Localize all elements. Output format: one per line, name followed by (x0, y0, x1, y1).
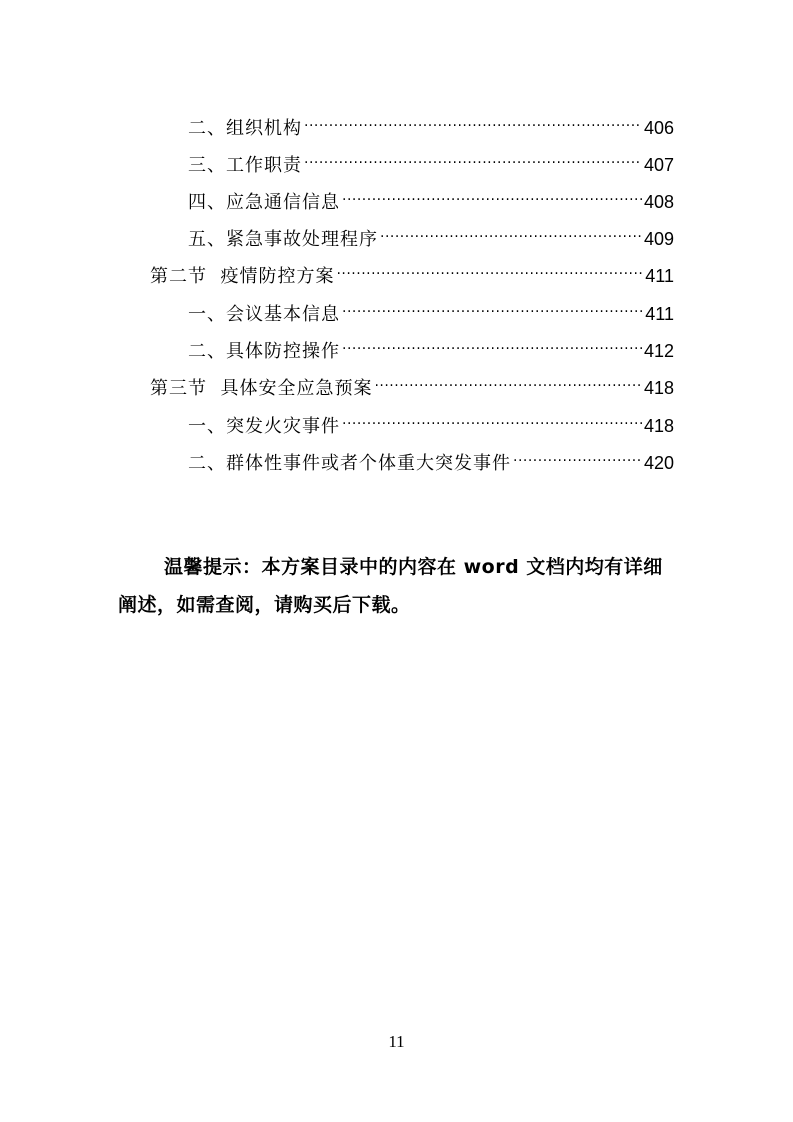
toc-entry[interactable] (188, 327, 674, 362)
toc-entry[interactable] (188, 439, 674, 474)
toc-leader-dots (342, 327, 642, 357)
toc-leader-dots (342, 178, 642, 208)
toc-entry-label: 一、会议基本信息 (188, 304, 340, 325)
toc-entry-page: 418 (643, 378, 674, 398)
toc-entry-label: 四、应急通信信息 (188, 192, 340, 213)
toc-entry-label: 一、突发火灾事件 (188, 416, 340, 437)
toc-entry-page: 408 (643, 192, 674, 212)
toc-leader-dots (304, 104, 642, 134)
toc-leader-dots (342, 402, 642, 432)
toc-entry[interactable] (188, 215, 674, 250)
toc-entry-page: 420 (643, 453, 674, 473)
toc-entry-page: 412 (643, 341, 674, 361)
toc-entry[interactable] (188, 402, 674, 437)
toc-entry-page: 418 (643, 416, 674, 436)
toc-section-entry[interactable] (150, 252, 674, 287)
toc-leader-dots (304, 141, 642, 171)
toc-entry-page: 411 (645, 304, 674, 324)
toc-entry-label: 第二节 疫情防控方案 (150, 266, 335, 287)
toc-entry-page: 406 (643, 118, 674, 138)
toc-entry[interactable] (188, 104, 674, 139)
toc-entry-page: 411 (645, 266, 674, 286)
toc-leader-dots (342, 290, 643, 320)
toc-leader-dots (336, 252, 643, 282)
toc-entry-label: 三、工作职责 (188, 155, 302, 176)
toc-entry-page: 407 (643, 155, 674, 175)
toc-entry-page: 409 (643, 229, 674, 249)
toc-leader-dots (374, 364, 642, 394)
toc-entry-label: 二、群体性事件或者个体重大突发事件 (188, 453, 511, 474)
purchase-notice: 温馨提示：本方案目录中的内容在 word 文档内均有详细阐述，如需查阅，请购买后下载。 (118, 556, 663, 616)
page-number: 11 (388, 1032, 405, 1051)
toc-entry-label: 第三节 具体安全应急预案 (150, 378, 373, 399)
toc-entry-label: 五、紧急事故处理程序 (188, 229, 378, 250)
toc-leader-dots (380, 215, 642, 245)
toc-entry-label: 二、组织机构 (188, 118, 302, 139)
toc-entry-label: 二、具体防控操作 (188, 341, 340, 362)
toc-section-entry[interactable] (150, 364, 674, 399)
toc-entry[interactable] (188, 141, 674, 176)
toc-entry[interactable] (188, 290, 674, 325)
toc-entry[interactable] (188, 178, 674, 213)
toc-leader-dots (513, 439, 642, 469)
